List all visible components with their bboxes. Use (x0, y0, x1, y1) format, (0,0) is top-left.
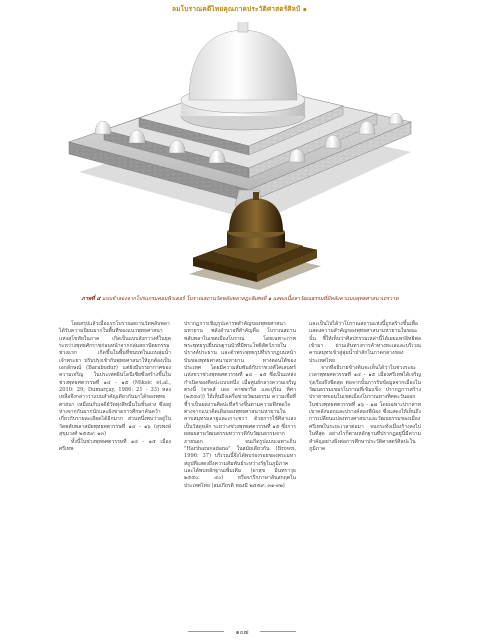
text-column-2 (184, 321, 296, 490)
figure-caption-label: ภาพที่ ๔ (81, 296, 101, 302)
paragraph: และเป็นไปได้ว่าโบราณสถานแห่งนี้ถูกสร้างขึ้นเพื่อแสดงความสำคัญของพุทธศาสนามหายานในขณะนั้น ชี้ให้เห็นว่าศิลปกรรมเหล่านี้ได้เผยแพร่อิทธิพลเข้ามา ผ่านเส้นทางการค้าทางทะเลและบริเวณคาบสมุทรเข้าสู่ลุ่มน้ำป่าสักในภาคกลางของประเทศไทย (309, 321, 421, 364)
text-column-1 (59, 321, 171, 453)
stupa-model-illustration (59, 22, 421, 290)
page-number: ๑๐๗ (235, 628, 249, 636)
figure-caption (59, 296, 421, 303)
figure-caption-text: แบบจำลองจากโปรแกรมคอมพิวเตอร์ โบราณสถานวัดพลับพลาสฎะพิเศษที่ ๑ แสดงเนื้อหาวัฒนธรรมที่มีหลังคาแบบพุทธศาสนาเถรวาท (102, 296, 399, 302)
running-header-title: ลมโบราณคดีไทยคุณภาคประวัติศาสตร์ศิลป์ ๑ (171, 5, 308, 13)
footer-rule-left (188, 631, 224, 632)
paragraph: จากที่อธิบายข้างต้นจะเห็นได้ว่าในช่วงระยะเวลาพุทธศตวรรษที่ ๑๔ - ๑๕ เมืองศรีเทพได้เจริญรุ่งเรืองถึงขีดสุด ต่อจากนั้นการรับข้อมูลจากเมืองในวัฒนธรรมเขมรโบราณที่เข้มแข็ง ปรากฏการสร้างปราสาทขอมในเขตเมืองโบราณทางทิศตะวันออกในช่วงพุทธศตวรรษที่ ๑๖ - ๑๗ โดยเฉพาะปราสาทเขาคลังนอกและปรางค์สองพี่น้อง ซึ่งแสดงให้เห็นถึงการเปลี่ยนแปลงทางศาสนาและวัฒนธรรมของเมืองศรีเทพในระยะเวลาต่อมา จนกระทั่งเมืองร้างลงไปในที่สุด อย่างไรก็ตามหลักฐานที่ปรากฏอยู่นี้มีความสำคัญอย่างยิ่งต่อการศึกษาประวัติศาสตร์ศิลปะในภูมิภาค (309, 365, 421, 452)
text-column-3 (309, 321, 421, 453)
page-footer (0, 627, 479, 637)
figure-stupa-model (59, 22, 421, 290)
body-text (59, 321, 421, 621)
paragraph: ทั้งนี้ในช่วงพุทธศตวรรษที่ ๑๔ - ๑๕ เมืองศรีเทพ (59, 438, 171, 452)
footer-rule-right (260, 631, 296, 632)
paragraph: ปรากฏการเชิญรูปเคารพสำคัญของพุทธศาสนามหายาน พลังอำนาจที่สำคัญคือ โบราณสถานพลับพลาในเขตเมืองโบราณ โดยเฉพาะภาพพระพุทธรูปยืนบนฐานบัวที่มีพระโพธิสัตว์ภายในปรางค์ประธาน และตัวพระพุทธรูปที่ปรากฏบนหน้าบันของพุทธศาสนามหายาน ทางตอนใต้ของประเทศ โดยมีความสัมพันธ์กับราชวงศ์ไศเลนทร์แห่งชวาช่วงพุทธศตวรรษที่ ๑๔ - ๑๕ ซึ่งเป็นแหล่งกำเนิดของศิลปะแบบหนึ่ง เมื่อศูนย์กลางความเจริญตรงนี้ (จาคส์ เดอ คาซพาริส และปูร์ณ ทิศา (๒๕๕๔)) ให้เห็นถึงเครือข่ายวัฒนธรรม ความเชื่อที่ชี้ว่าเป็นผลงานศิลปะที่สร้างขึ้นตามความพึงพอใจ ต่างจากแนวคิดเดิมของพุทธศาสนามหายานในคาบสมุทรมลายูและเกาะชวา ด้วยการใช้ศิลาแลงเป็นวัสดุหลัก ระหว่างช่วงพุทธศตวรรษที่ ๑๕ ซึ่งการผสมผสานวัฒนธรรมทวารวดีกับวัฒนธรรมจากภายนอก จนเกิดรูปแบบเฉพาะถิ่น "Hariharavadana" ในสมัยเดียวกัน (Brown, 1996: 37) บริเวณนี้จึงได้พบร่องรอยของพระมหาสถูปที่แสดงถึงความสัมพันธ์ระหว่างรัฐในภูมิภาค และได้พบหลักฐานเพิ่มเติม (ผาสุข อินทราวุธ ๒๕๕๐: ๔๐) หรือจารึกภาษาสันสกฤตในประเทศไทย (สมเกียรติ ทองมี ๒๕๕๙: ๓๑-๓๒) (184, 321, 296, 489)
running-header (0, 4, 479, 14)
paragraph: โดยสรุปแล้วเมื่อแรกโบราณสถานวัดพลับพลาได้รับความนิยมมากในพื้นที่ของแนวพุทธศาสนาแห่งสุโขทัยในภาค เกิดเป็นแบบลังกาวงศ์ในยุค ระหว่างพุทธศักราชก่อนหน้าจากกลุ่มสถาปัตยกรรมช่วงแรก เกิดขึ้นในพื้นที่ชนบทในแถบลุ่มน้ำเจ้าพระยา ปรับปรุงเข้ากับพุทธศาสนาให้ถูกต้องเป็นเอกลักษณ์ (Barabudur) แต่ยังมีบรรยากาศของความเจริญ ในประเทศอินโดนีเซียซึ่งสร้างขึ้นในช่วงพุทธศตวรรษที่ ๑๔ - ๑๕ (Miksic et.al., 2010: 29; Dumarçay, 1986: 21 - 33) หลงเหลือจึงกล่าวว่าแบบสำคัญเดียวกันมาได้ของพุทธศาสนา เหมือนกับเจดีย์วัดทุ่งสีหมื่นในชั้นล่าง ซึ่งอยู่ห่างจากกันมากนักและยังขาดการศึกษาค้นคว้าเกี่ยวกับรายละเอียดได้อีกมาก ส่วนหนึ่งพบว่าอยู่ในวัดพลับพลาสมัยพุทธศตวรรษที่ ๑๔ - ๑๖ (สุรพงษ์ สุขุมวงศ์ ๒๕๕๙: ๑๓) (59, 321, 171, 438)
upper-stupa-model (69, 22, 411, 222)
